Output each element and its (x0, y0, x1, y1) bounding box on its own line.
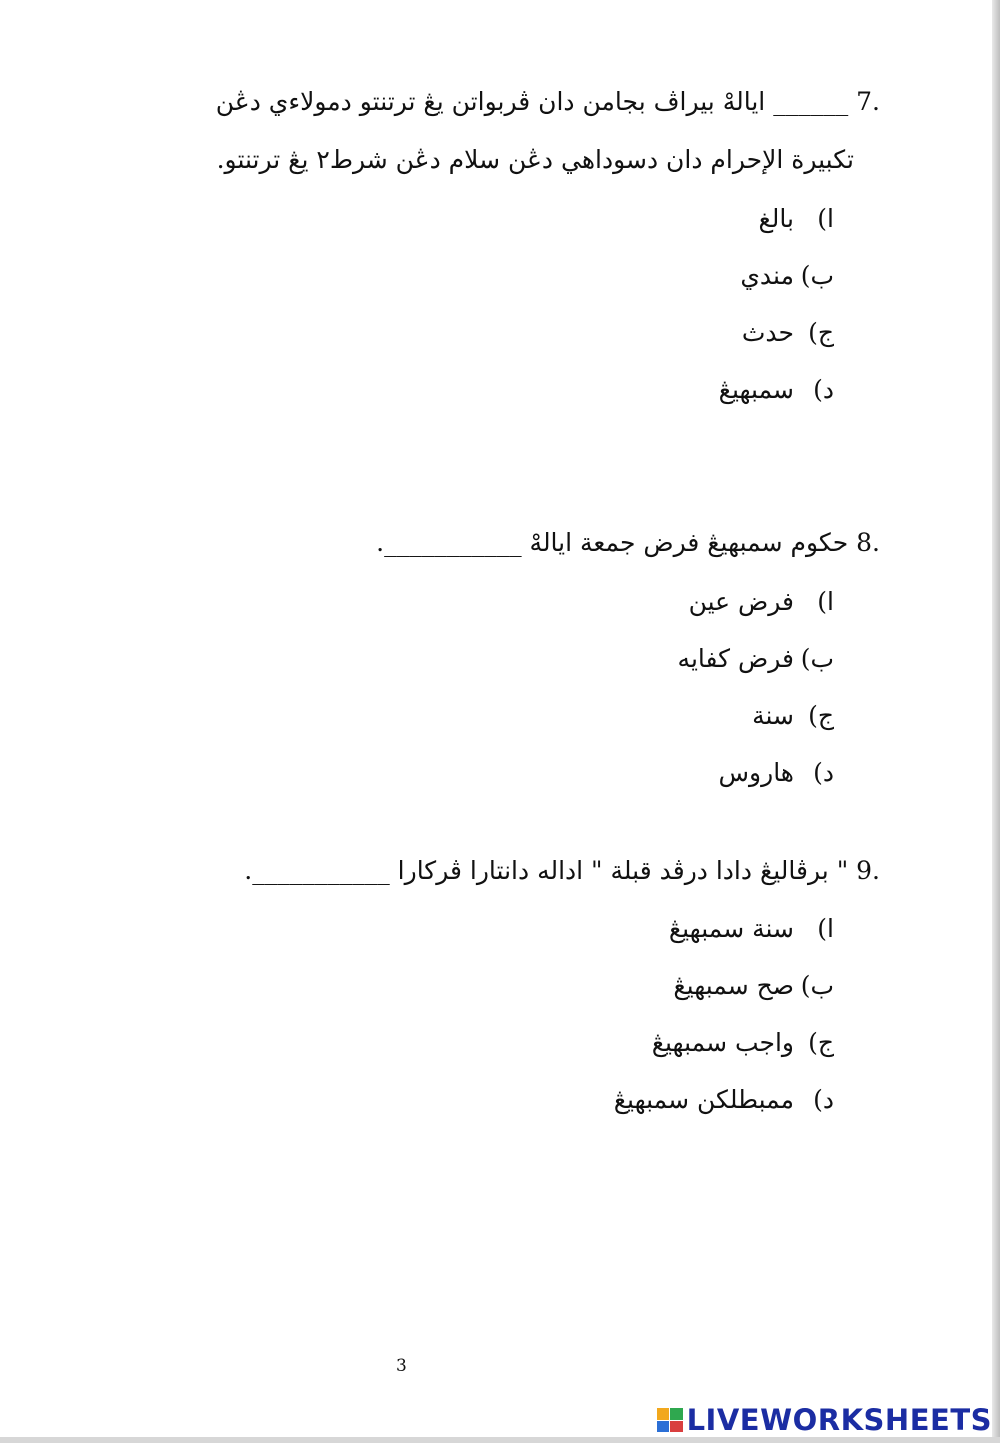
option-text: حدث (741, 318, 794, 347)
option-letter: ا) (817, 204, 834, 233)
question-7-line-2: تكبيرة الإحرام دان دسوداهي دڠن سلام دڠن شرط۲ يڠ ترتنتو. (216, 145, 854, 174)
question-8-number: 8. (856, 528, 880, 557)
option-text: سمبهيڠ (718, 375, 794, 404)
option-text: سنة سمبهيڠ (668, 914, 794, 943)
option-letter: ا) (817, 587, 834, 616)
option-letter: د) (813, 1085, 834, 1114)
question-7-option-d[interactable] (719, 372, 834, 408)
question-8-line-1 (376, 525, 880, 561)
page-right-edge (992, 0, 1000, 1443)
question-9-option-d[interactable] (614, 1082, 834, 1118)
question-7-number: 7. (856, 87, 880, 116)
question-9-option-b[interactable] (673, 968, 834, 1004)
question-7-text-1: ______ ايالهْ بيراڤ بجامن دان ڤربواتن يڠ ترتنتو دمولاءي دڠن (215, 87, 849, 116)
liveworksheets-logo-icon (657, 1408, 683, 1432)
question-9-option-c[interactable] (652, 1025, 834, 1061)
option-letter: ج) (808, 701, 834, 730)
question-8-option-d[interactable] (719, 755, 834, 791)
question-8-option-a[interactable] (689, 584, 834, 620)
option-text: فرض كفايه (677, 644, 794, 673)
option-letter: د) (813, 375, 834, 404)
option-text: صح سمبهيڠ (673, 971, 794, 1000)
option-letter: ج) (808, 1028, 834, 1057)
option-letter: ب) (800, 644, 834, 673)
option-text: فرض عين (688, 587, 794, 616)
page-bottom-edge (0, 1437, 1000, 1443)
option-letter: ب) (800, 261, 834, 290)
question-8-option-b[interactable] (678, 641, 834, 677)
question-7-line-1 (216, 84, 880, 120)
option-text: بالغ (758, 204, 794, 233)
question-7-option-c[interactable] (742, 315, 834, 351)
option-letter: ج) (808, 318, 834, 347)
question-8-option-c[interactable] (752, 698, 834, 734)
page-number: 3 (396, 1356, 407, 1376)
question-7-option-b[interactable] (740, 258, 834, 294)
brand-wordmark: LIVEWORKSHEETS (686, 1403, 992, 1437)
question-9-line-1 (244, 853, 880, 889)
option-text: مندي (740, 261, 794, 290)
option-text: هاروس (718, 758, 794, 787)
option-text: واجب سمبهيڠ (651, 1028, 794, 1057)
option-letter: ا) (817, 914, 834, 943)
question-7-option-a[interactable] (759, 201, 835, 237)
option-text: سنة (752, 701, 794, 730)
question-9-number: 9. (856, 856, 880, 885)
option-text: ممبطلكن سمبهيڠ (613, 1085, 794, 1114)
logo-square-4 (670, 1421, 683, 1433)
logo-square-2 (670, 1408, 683, 1420)
option-letter: د) (813, 758, 834, 787)
question-9-option-a[interactable] (669, 911, 834, 947)
liveworksheets-brand[interactable] (657, 1403, 992, 1437)
logo-square-1 (657, 1408, 670, 1420)
logo-square-3 (657, 1421, 670, 1433)
question-9-text-1: " برڤاليڠ دادا درڤد قبلة " اداله دانتارا ڤركارا ___________. (244, 856, 849, 885)
option-letter: ب) (800, 971, 834, 1000)
question-8-text-1: حكوم سمبهيڠ فرض جمعة ايالهْ ___________. (376, 528, 849, 557)
